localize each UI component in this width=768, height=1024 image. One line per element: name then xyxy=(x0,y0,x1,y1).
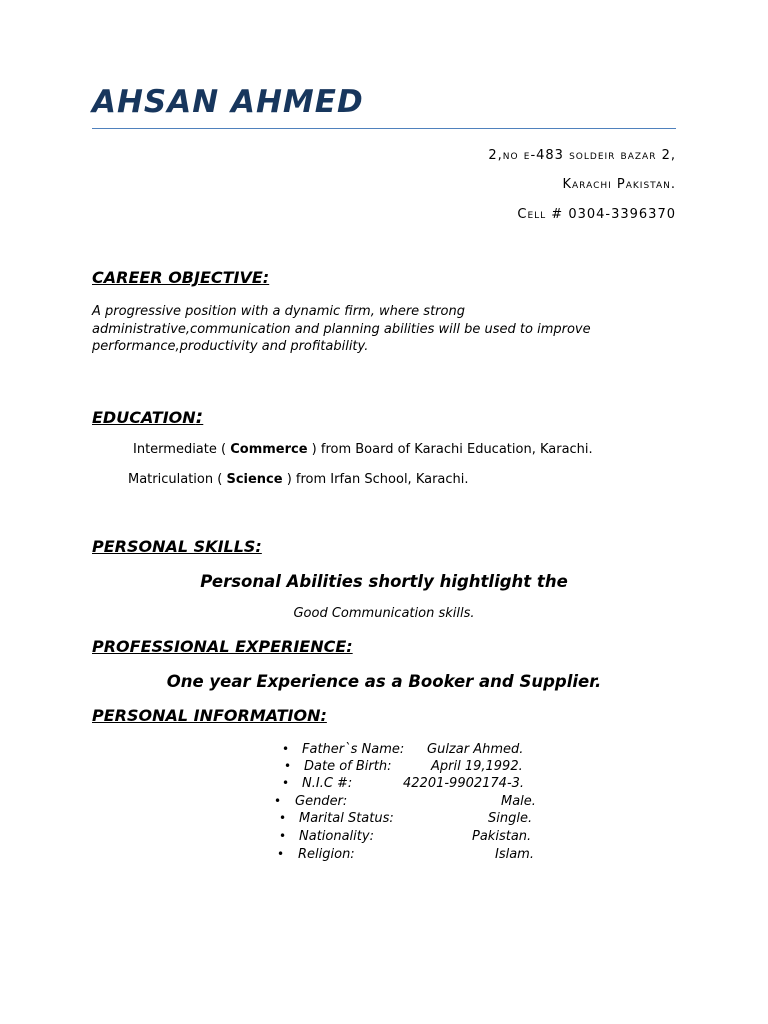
bullet-icon: • xyxy=(284,759,292,773)
address-line-2: Karachi Pakistan. xyxy=(562,177,676,192)
info-label: Marital Status: xyxy=(299,811,394,826)
bullet-icon: • xyxy=(274,794,282,808)
info-label: Gender: xyxy=(295,794,348,809)
info-label: Religion: xyxy=(298,847,355,862)
info-row-religion xyxy=(0,847,768,864)
personal-information-heading: PERSONAL INFORMATION: xyxy=(92,706,327,725)
education-item-subject: Science xyxy=(226,472,283,487)
info-value: Islam. xyxy=(495,847,534,862)
bullet-icon: • xyxy=(282,776,290,790)
bullet-icon: • xyxy=(279,829,287,843)
info-row-nic xyxy=(0,776,768,793)
info-value: April 19,1992. xyxy=(431,759,523,774)
skills-headline: Personal Abilities shortly hightlight the xyxy=(200,572,568,591)
applicant-name: AHSAN AHMED xyxy=(92,84,364,120)
info-label: Father`s Name: xyxy=(302,742,405,757)
education-heading-label: EDUCATION xyxy=(92,408,196,427)
education-heading xyxy=(92,406,203,428)
career-objective-heading: CAREER OBJECTIVE: xyxy=(92,268,270,287)
info-label: N.I.C #: xyxy=(302,776,353,791)
info-value: Gulzar Ahmed. xyxy=(427,742,524,757)
bullet-icon: • xyxy=(277,847,285,861)
experience-text: One year Experience as a Booker and Supplier. xyxy=(166,672,602,691)
phone-number: Cell # 0304-3396370 xyxy=(517,207,676,222)
info-value: Pakistan. xyxy=(472,829,532,844)
skills-item: Good Communication skills. xyxy=(293,606,475,621)
info-label: Nationality: xyxy=(299,829,374,844)
education-item xyxy=(128,472,469,487)
info-value: 42201-9902174-3. xyxy=(403,776,525,791)
address-line-1: 2,no e-483 soldeir bazar 2, xyxy=(488,148,676,163)
personal-skills-heading: PERSONAL SKILLS: xyxy=(92,537,262,556)
info-row-marital-status xyxy=(0,811,768,828)
education-item-prefix: Matriculation ( xyxy=(128,472,227,487)
info-label: Date of Birth: xyxy=(304,759,392,774)
bullet-icon: • xyxy=(282,742,290,756)
career-objective-text: A progressive position with a dynamic firm, where strong administrative,communication and planning abilities will be used to improve performance,productivity and profitability. xyxy=(92,304,591,354)
education-item-suffix: ) from Irfan School, Karachi. xyxy=(282,472,469,487)
education-item-suffix: ) from Board of Karachi Education, Karachi. xyxy=(307,442,593,457)
info-row-date-of-birth xyxy=(0,759,768,776)
info-value: Single. xyxy=(488,811,533,826)
info-row-fathers-name xyxy=(0,742,768,759)
education-item-subject: Commerce xyxy=(230,442,308,457)
info-row-gender xyxy=(0,794,768,811)
professional-experience-heading: PROFESSIONAL EXPERIENCE: xyxy=(92,637,353,656)
title-divider xyxy=(92,128,676,129)
education-heading-colon: : xyxy=(195,406,204,428)
education-item xyxy=(133,442,593,457)
info-value: Male. xyxy=(501,794,536,809)
info-row-nationality xyxy=(0,829,768,846)
education-item-prefix: Intermediate ( xyxy=(133,442,231,457)
bullet-icon: • xyxy=(279,811,287,825)
